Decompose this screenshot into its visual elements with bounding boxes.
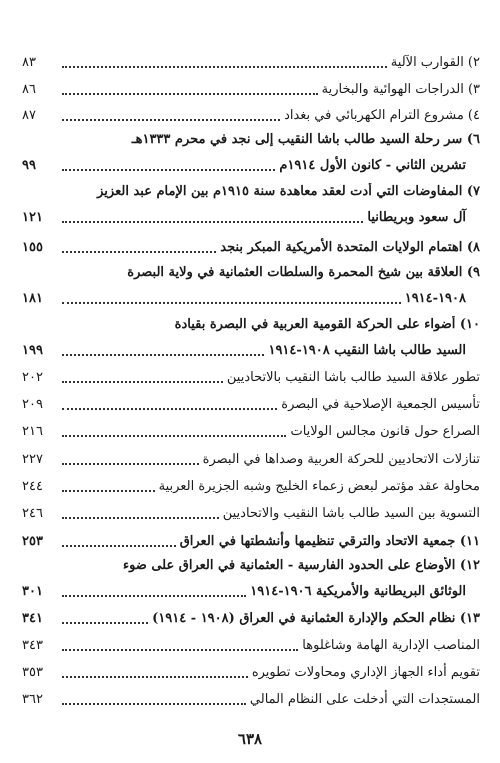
toc-entry-page-number: ٢١٦ [22,424,43,439]
dot-leader [62,169,275,171]
toc-entry-page-number: ٣٦٢ [22,692,43,707]
dot-leader [62,622,148,624]
toc-entry-page-number: ٢٤٤ [22,479,43,494]
toc-entry-page-number: ١٢١ [22,210,43,225]
dot-leader [62,381,223,383]
dot-leader [62,676,248,678]
toc-entry-title: التسوية بين السيد طالب باشا النقيب والاتحاديين [222,506,480,521]
dot-leader [62,649,298,651]
dot-leader [62,435,286,437]
dot-leader [62,119,280,121]
toc-entry-title: ٣) الدراجات الهوائية والبخارية [321,82,480,97]
toc-entry-page-number: ٢٠٢ [22,370,43,385]
toc-entry-title-line: ١٢) الأوضاع على الحدود الفارسية - العثمانية في العراق على ضوء [122,558,480,573]
dot-leader [62,545,176,547]
dot-leader [62,703,246,705]
toc-entry-title: الصراع حول قانون مجالس الولايات [290,424,480,439]
toc-entry-title: تقويم أداء الجهاز الإداري ومحاولات تطويره [251,665,480,680]
toc-entry-page-number: ١٨١ [22,291,43,306]
toc-entry-page-number: ٣٤٣ [22,638,43,653]
toc-entry-title: آل سعود وبريطانيا [367,210,466,225]
toc-entry-title: المستجدات التي أدخلت على النظام المالي [249,692,480,707]
toc-entry-title: ٤) مشروع الترام الكهربائي في بغداد [284,108,480,123]
toc-entry-title: تطور علاقة السيد طالب باشا النقيب بالاتحاديين [226,370,480,385]
toc-entry-page-number: ٢٠٩ [22,397,43,412]
dot-leader [62,93,318,95]
toc-entry-page-number: ٨٣ [22,55,36,70]
toc-entry-title: المناصب الإدارية الهامة وشاغلوها [302,638,480,653]
dot-leader [62,354,264,356]
toc-entry-title-line: ١٠) أضواء على الحركة القومية العربية في البصرة بقيادة [174,317,480,332]
toc-entry-page-number: ١٥٥ [22,240,43,255]
toc-entry-title-line: ٩) العلاقة بين شيخ المحمرة والسلطات العثمانية في ولاية البصرة [127,265,480,280]
toc-entry-page-number: ٨٧ [22,108,36,123]
dot-leader [62,463,199,465]
toc-entry-title: محاولة عقد مؤتمر لبعض زعماء الخليج وشبه الجزيرة العربية [158,479,480,494]
toc-entry-page-number: ٨٦ [22,82,36,97]
toc-entry-title: ٢) القوارب الآلية [390,55,480,70]
toc-entry-title: ٨) اهتمام الولايات المتحدة الأمريكية المبكر بنجد [220,240,480,255]
dot-leader [62,517,219,519]
toc-entry-page-number: ٢٥٣ [22,534,43,549]
toc-entry-page-number: ٢٤٦ [22,506,43,521]
toc-entry-page-number: ٣٤١ [22,611,43,626]
toc-entry-title: الوثائق البريطانية والأمريكية ١٩٠٦-١٩١٤ [250,584,466,599]
toc-entry-title: تنازلات الاتحاديين للحركة العربية وصداها في البصرة [202,452,480,467]
dot-leader [62,66,387,68]
toc-entry-title: تأسيس الجمعية الإصلاحية في البصرة [281,397,480,412]
toc-entry-page-number: ١٩٩ [22,343,43,358]
toc-entry-title: ١٩٠٨-١٩١٤ [404,291,466,306]
toc-entry-page-number: ٩٩ [22,158,36,173]
dot-leader [62,251,216,253]
dot-leader [62,221,363,223]
dot-leader [62,302,401,304]
toc-entry-title: السيد طالب باشا النقيب ١٩٠٨-١٩١٤ [268,343,466,358]
dot-leader [62,490,155,492]
toc-entry-page-number: ٢٢٧ [22,452,43,467]
toc-entry-page-number: ٣٥٣ [22,665,43,680]
toc-entry-title-line: ٦) سر رحلة السيد طالب باشا النقيب إلى نجد في محرم ١٣٣٣هـ [131,132,480,147]
toc-entry-title: ١٣) نظام الحكم والإدارة العثمانية في العراق (١٩٠٨ - ١٩١٤) [152,611,480,626]
toc-entry-title-line: ٧) المفاوضات التي أدت لعقد معاهدة سنة ١٩١٥م بين الإمام عبد العزيز [97,184,480,199]
page-number: ٦٣٨ [237,730,263,748]
dot-leader [62,595,246,597]
toc-entry-page-number: ٣٠١ [22,584,43,599]
toc-entry-title: ١١) جمعية الاتحاد والترقي تنظيمها وأنشطتها في العراق [179,534,480,549]
toc-entry-title: تشرين الثاني - كانون الأول ١٩١٤م [279,158,466,173]
dot-leader [62,408,277,410]
